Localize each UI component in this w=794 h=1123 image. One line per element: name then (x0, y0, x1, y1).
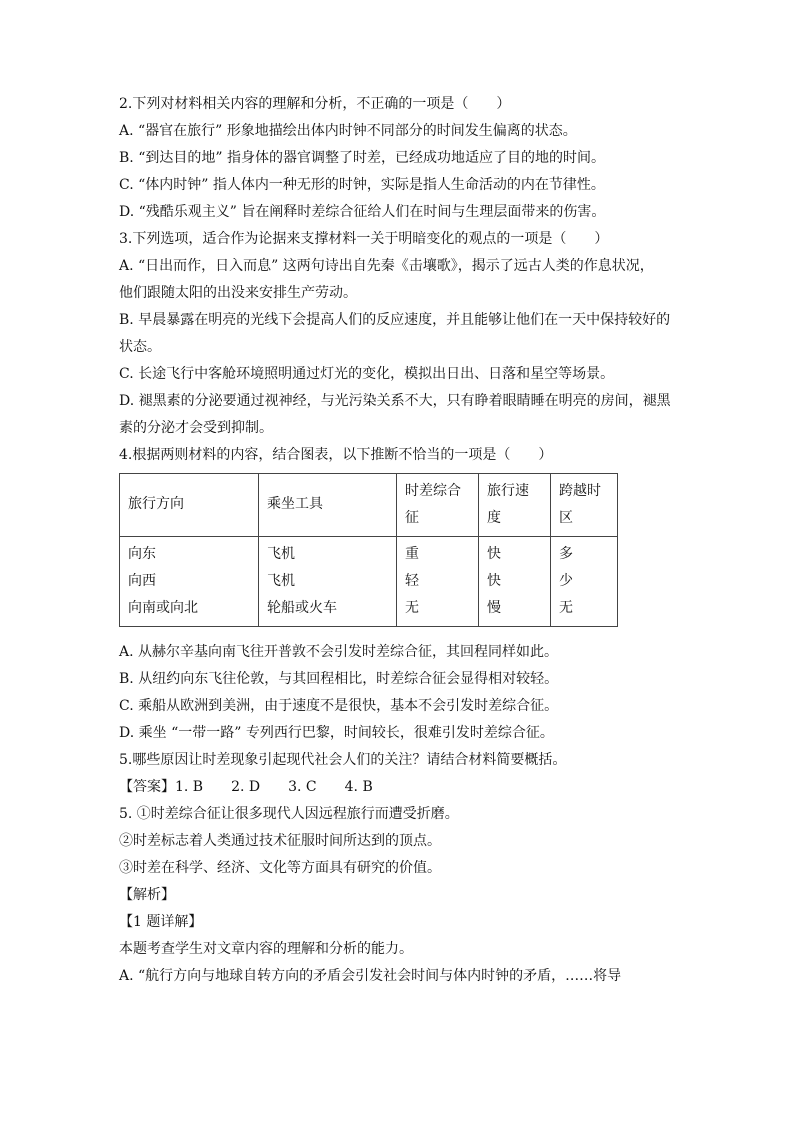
question-4-option-b: B. 从纽约向东飞往伦敦，与其回程相比，时差综合征会显得相对较轻。 (119, 671, 559, 687)
question-2-stem: 2.下列对材料相关内容的理解和分析，不正确的一项是（ ） (119, 96, 511, 112)
question-3-option-d-cont: 素的分泌才会受到抑制。 (119, 420, 273, 436)
question-2-option-a: A. “器官在旅行” 形象地描绘出体内时钟不同部分的时间发生偏离的状态。 (119, 123, 577, 139)
table-cell-jet-lag: 重 轻 无 (397, 537, 479, 627)
table-header-speed: 旅行速 度 (479, 474, 551, 537)
question-3-option-c: C. 长途飞行中客舱环境照明通过灯光的变化，模拟出日出、日落和星空等场景。 (119, 366, 615, 382)
question-3-option-b: B. 早晨暴露在明亮的光线下会提高人们的反应速度，并且能够让他们在一天中保持较好的 (119, 312, 671, 328)
answer-5-point-3: ③时差在科学、经济、文化等方面具有研究的价值。 (119, 860, 441, 876)
answer-key: 【答案】1. B 2. D 3. C 4. B (119, 779, 373, 795)
table-header-direction: 旅行方向 (120, 474, 259, 537)
question-3-option-d: D. 褪黑素的分泌要通过视神经，与光污染关系不大，只有睁着眼睛睡在明亮的房间，褪黑 (119, 393, 671, 409)
question-4-option-c: C. 乘船从欧洲到美洲，由于速度不是很快，基本不会引发时差综合征。 (119, 698, 559, 714)
question-2-option-b: B. “到达目的地” 指身体的器官调整了时差，已经成功地适应了目的地的时间。 (119, 150, 605, 166)
question-4-option-d: D. 乘坐 “一带一路” 专列西行巴黎，时间较长，很难引发时差综合征。 (119, 725, 554, 741)
question-3-option-a: A. “日出而作，日入而息” 这两句诗出自先秦《击壤歌》，揭示了远古人类的作息状况， (119, 258, 654, 274)
question-4-stem: 4.根据两则材料的内容，结合图表，以下推断不恰当的一项是（ ） (119, 447, 553, 463)
document-content (119, 91, 679, 990)
analysis-q1-heading: 【1 题详解】 (119, 914, 203, 930)
table-cell-vehicle: 飞机 飞机 轮船或火车 (259, 537, 397, 627)
table-header-time-zones: 跨越时 区 (551, 474, 618, 537)
table-header-vehicle: 乘坐工具 (259, 474, 397, 537)
question-3-option-a-cont: 他们跟随太阳的出没来安排生产劳动。 (119, 285, 357, 301)
jet-lag-table (119, 473, 618, 627)
analysis-q1-intro: 本题考查学生对文章内容的理解和分析的能力。 (119, 941, 413, 957)
question-4-option-a: A. 从赫尔辛基向南飞往开普敦不会引发时差综合征，其回程同样如此。 (119, 644, 559, 660)
table-cell-time-zones: 多 少 无 (551, 537, 618, 627)
analysis-q1-option-a: A. “航行方向与地球自转方向的矛盾会引发社会时间与体内时钟的矛盾，……将导 (119, 968, 622, 984)
question-2-option-c: C. “体内时钟” 指人体内一种无形的时钟，实际是指人生命活动的内在节律性。 (119, 177, 605, 193)
question-2-option-d: D. “残酷乐观主义” 旨在阐释时差综合征给人们在时间与生理层面带来的伤害。 (119, 204, 606, 220)
table-cell-direction: 向东 向西 向南或向北 (120, 537, 259, 627)
answer-5-point-1: 5. ①时差综合征让很多现代人因远程旅行而遭受折磨。 (119, 806, 459, 822)
analysis-heading: 【解析】 (119, 887, 175, 903)
answer-5-point-2: ②时差标志着人类通过技术征服时间所达到的顶点。 (119, 833, 441, 849)
table-header-row (120, 474, 618, 537)
question-3-option-b-cont: 状态。 (119, 339, 161, 355)
table-cell-speed: 快 快 慢 (479, 537, 551, 627)
question-3-stem: 3.下列选项，适合作为论据来支撑材料一关于明暗变化的观点的一项是（ ） (119, 231, 609, 247)
table-body-row (120, 537, 618, 627)
table-header-jet-lag: 时差综合 征 (397, 474, 479, 537)
question-5-stem: 5.哪些原因让时差现象引起现代社会人们的关注？请结合材料简要概括。 (119, 752, 567, 768)
